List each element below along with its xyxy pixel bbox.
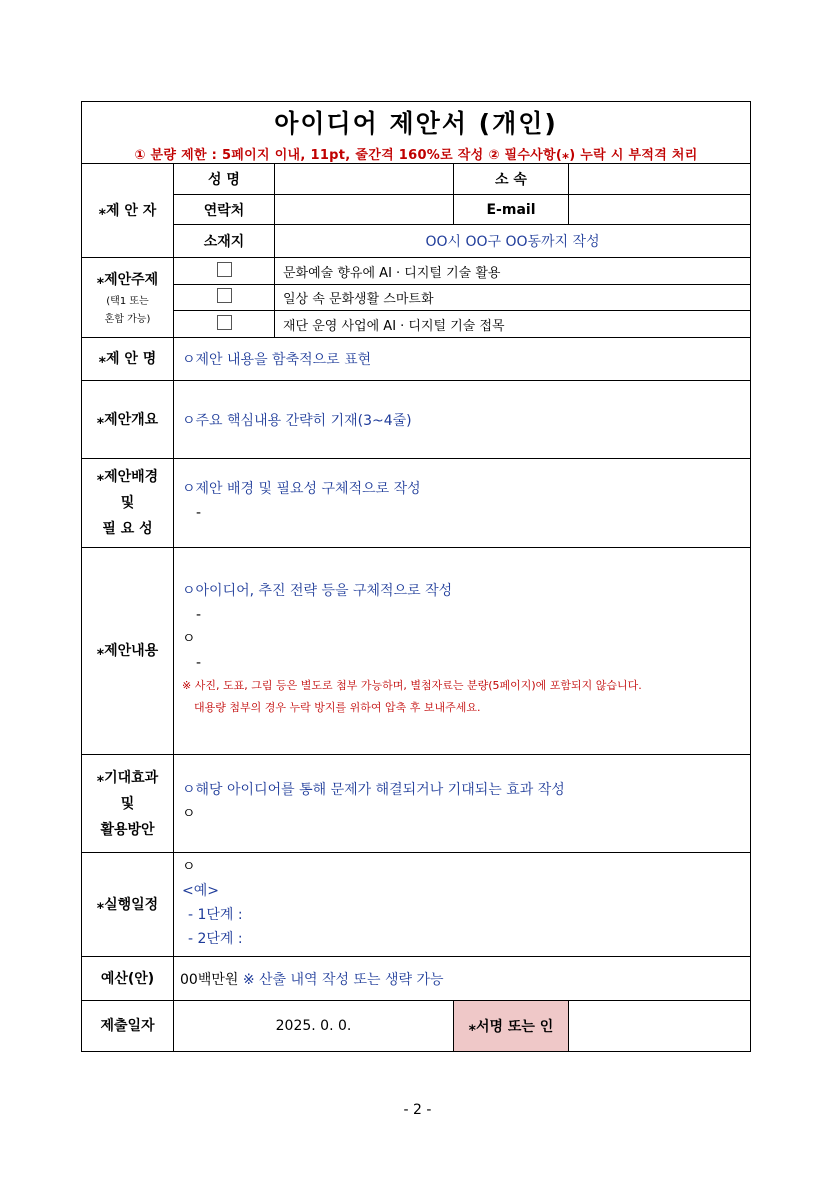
schedule-step-1: - 1단계 : bbox=[188, 907, 243, 923]
effects-label-2: 및 bbox=[120, 795, 135, 812]
attachment-note-1: ※ 사진, 도표, 그림 등은 별도로 첨부 가능하며, 별첨자료는 분량(5페이지)에 포함되지 않습니다. bbox=[182, 679, 642, 692]
name-field[interactable] bbox=[275, 164, 454, 195]
details-line-3: ㅇ bbox=[182, 631, 196, 647]
email-label: E-mail bbox=[454, 195, 569, 225]
schedule-label: ⁎실행일정 bbox=[82, 853, 174, 957]
proposal-name-field[interactable]: ㅇ제안 내용을 함축적으로 표현 bbox=[174, 338, 751, 381]
budget-note: ※ 산출 내역 작성 또는 생략 가능 bbox=[242, 971, 444, 988]
topic-option-3: 재단 운영 사업에 AI · 디지털 기술 접목 bbox=[275, 311, 751, 338]
topic-checkbox-1-cell bbox=[174, 258, 275, 285]
signature-field[interactable] bbox=[569, 1001, 751, 1052]
details-label: ⁎제안내용 bbox=[82, 548, 174, 755]
contact-field[interactable] bbox=[275, 195, 454, 225]
overview-label: ⁎제안개요 bbox=[82, 381, 174, 459]
name-label: 성 명 bbox=[174, 164, 275, 195]
topic-checkbox-3[interactable] bbox=[217, 315, 232, 330]
address-label: 소재지 bbox=[174, 225, 275, 258]
page-number: - 2 - bbox=[403, 1102, 432, 1118]
affiliation-label: 소 속 bbox=[454, 164, 569, 195]
signature-label: ⁎서명 또는 인 bbox=[454, 1001, 569, 1052]
budget-field[interactable] bbox=[174, 957, 751, 1001]
details-line-1: ㅇ아이디어, 추진 전략 등을 구체적으로 작성 bbox=[182, 583, 453, 599]
background-label-2: 및 bbox=[120, 495, 135, 511]
topic-checkbox-2-cell bbox=[174, 285, 275, 311]
topic-option-2: 일상 속 문화생활 스마트화 bbox=[275, 285, 751, 311]
address-field[interactable]: OO시 OO구 OO동까지 작성 bbox=[275, 225, 751, 258]
schedule-step-2: - 2단계 : bbox=[188, 931, 243, 947]
form-title: 아이디어 제안서 (개인) bbox=[274, 109, 558, 138]
background-label-cell bbox=[82, 459, 174, 548]
topic-checkbox-3-cell bbox=[174, 311, 275, 338]
proposal-form bbox=[81, 101, 751, 1052]
topic-sublabel-2: 혼합 가능) bbox=[104, 313, 151, 325]
email-field[interactable] bbox=[569, 195, 751, 225]
submission-label: 제출일자 bbox=[82, 1001, 174, 1052]
background-label-3: 필 요 성 bbox=[102, 521, 153, 537]
budget-value: 00백만원 bbox=[180, 971, 239, 988]
details-field[interactable] bbox=[174, 548, 751, 755]
proposer-label: ⁎제 안 자 bbox=[82, 164, 174, 258]
topic-label-cell bbox=[82, 258, 174, 338]
details-line-4: - bbox=[196, 655, 202, 671]
background-label-1: ⁎제안배경 bbox=[96, 469, 159, 485]
affiliation-field[interactable] bbox=[569, 164, 751, 195]
schedule-field[interactable] bbox=[174, 853, 751, 957]
effects-field[interactable] bbox=[174, 755, 751, 853]
topic-label: ⁎제안주제 bbox=[96, 271, 159, 288]
schedule-line-1: ㅇ bbox=[182, 859, 196, 875]
details-line-2: - bbox=[196, 607, 202, 623]
effects-label-cell bbox=[82, 755, 174, 853]
topic-sublabel-1: (택1 또는 bbox=[106, 295, 149, 307]
schedule-example-label: <예> bbox=[182, 883, 219, 899]
background-line-2: - bbox=[196, 505, 202, 521]
effects-line-1: ㅇ해당 아이디어를 통해 문제가 해결되거나 기대되는 효과 작성 bbox=[182, 782, 565, 798]
effects-label-3: 활용방안 bbox=[100, 821, 155, 838]
background-line-1: ㅇ제안 배경 및 필요성 구체적으로 작성 bbox=[182, 481, 421, 497]
topic-checkbox-2[interactable] bbox=[217, 288, 232, 303]
effects-line-2: ㅇ bbox=[182, 806, 196, 822]
effects-label-1: ⁎기대효과 bbox=[96, 769, 159, 786]
submission-date[interactable]: 2025. 0. 0. bbox=[174, 1001, 454, 1052]
header-cell bbox=[82, 102, 751, 164]
notice-text: ① 분량 제한 : 5페이지 이내, 11pt, 줄간격 160%로 작성 ② 필수사항(⁎) 누락 시 부적격 처리 bbox=[134, 148, 698, 163]
budget-label: 예산(안) bbox=[82, 957, 174, 1001]
background-field[interactable] bbox=[174, 459, 751, 548]
attachment-note-2: 대용량 첨부의 경우 누락 방지를 위하여 압축 후 보내주세요. bbox=[194, 701, 481, 714]
contact-label: 연락처 bbox=[174, 195, 275, 225]
proposal-name-label: ⁎제 안 명 bbox=[82, 338, 174, 381]
topic-option-1: 문화예술 향유에 AI · 디지털 기술 활용 bbox=[275, 258, 751, 285]
topic-checkbox-1[interactable] bbox=[217, 262, 232, 277]
overview-field[interactable]: ㅇ주요 핵심내용 간략히 기재(3~4줄) bbox=[174, 381, 751, 459]
